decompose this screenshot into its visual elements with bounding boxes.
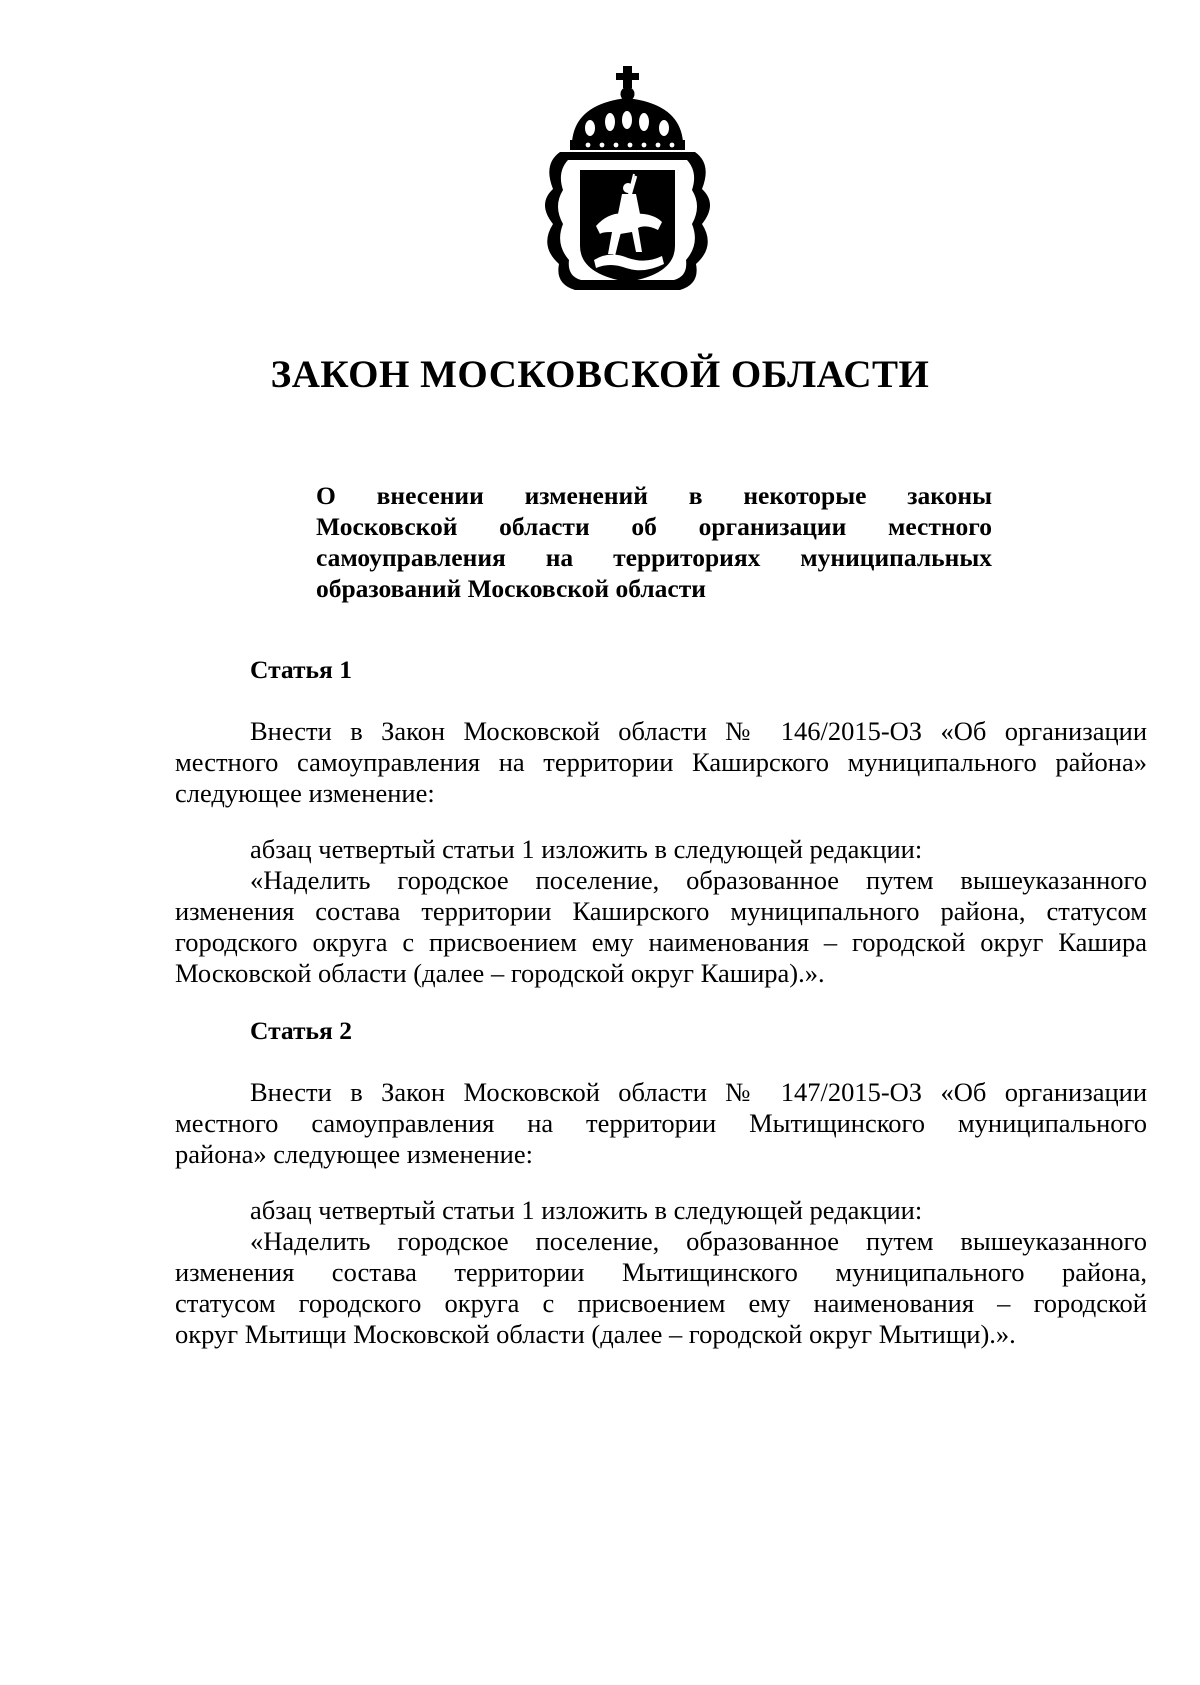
- article-1-quote-line: городского округа с присвоением ему наименования – городской округ Кашира: [175, 927, 1147, 957]
- article-2-quote-line: изменения состава территории Мытищинского муниципального района,: [175, 1257, 1147, 1287]
- article-1-intro-line: следующее изменение:: [175, 778, 435, 808]
- article-2-intro-line: местного самоуправления на территории Мытищинского муниципального: [175, 1108, 1147, 1138]
- article-2-quote-line: «Наделить городское поселение, образованное путем вышеуказанного: [250, 1226, 1147, 1256]
- subject-line: О внесении изменений в некоторые законы: [316, 481, 992, 510]
- article-1-heading: Статья 1: [250, 655, 352, 684]
- article-2-intro-line: Внести в Закон Московской области № 147/2015-ОЗ «Об организации: [250, 1077, 1147, 1107]
- article-2-intro: [175, 1077, 1147, 1170]
- article-1-amendment: [175, 834, 1147, 989]
- coat-of-arms-emblem: [530, 64, 725, 304]
- article-1-intro-line: местного самоуправления на территории Каширского муниципального района»: [175, 747, 1147, 777]
- article-1-quote-line: Московской области (далее – городской округ Кашира).».: [175, 958, 825, 988]
- article-2-quote-line: статусом городского округа с присвоением ему наименования – городской: [175, 1288, 1147, 1318]
- article-1-instruction: абзац четвертый статьи 1 изложить в следующей редакции:: [250, 834, 923, 864]
- article-2-instruction: абзац четвертый статьи 1 изложить в следующей редакции:: [250, 1195, 923, 1225]
- article-2-amendment: [175, 1195, 1147, 1350]
- article-2-intro-line: района» следующее изменение:: [175, 1139, 533, 1169]
- article-1-intro: [175, 716, 1147, 809]
- moscow-oblast-coat-of-arms-icon: [530, 64, 725, 304]
- article-1-quote-line: «Наделить городское поселение, образованное путем вышеуказанного: [250, 865, 1147, 895]
- subject-line: самоуправления на территориях муниципальных: [316, 543, 992, 572]
- article-2-heading: Статья 2: [250, 1016, 352, 1045]
- subject-line: Московской области об организации местного: [316, 512, 992, 541]
- article-1-intro-line: Внести в Закон Московской области № 146/2015-ОЗ «Об организации: [250, 716, 1147, 746]
- document-title: ЗАКОН МОСКОВСКОЙ ОБЛАСТИ: [270, 353, 930, 396]
- article-1-quote-line: изменения состава территории Каширского муниципального района, статусом: [175, 896, 1147, 926]
- article-2-quote-line: округ Мытищи Московской области (далее – городской округ Мытищи).».: [175, 1319, 1016, 1349]
- law-subject: [316, 480, 992, 604]
- subject-line: образований Московской области: [316, 574, 706, 603]
